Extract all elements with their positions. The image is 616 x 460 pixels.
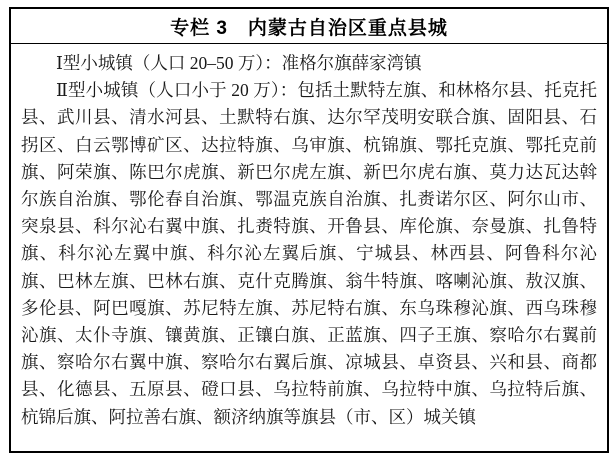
column-3-box <box>9 7 609 453</box>
paragraph-type1-towns: Ⅰ型小城镇（人口 20–50 万）：准格尔旗薛家湾镇 <box>56 53 422 73</box>
paragraph-type2-towns: Ⅱ型小城镇（人口小于 20 万）：包括土默特左旗、和林格尔县、托克托县、武川县、清水河县、土默特右旗、达尔罕茂明安联合旗、固阳县、石拐区、白云鄂博矿区、达拉特旗、乌审旗、杭锦旗、鄂托克旗、鄂托克前旗、阿荣旗、陈巴尔虎旗、新巴尔虎左旗、新巴尔虎右旗、莫力达瓦达斡尔族自治旗、鄂伦春自治旗、鄂温克族自治旗、扎赉诺尔区、阿尔山市、突泉县、科尔沁右翼中旗、扎赉特旗、开鲁县、库伦旗、奈曼旗、扎鲁特旗、科尔沁左翼中旗、科尔沁左翼后旗、宁城县、林西县、阿鲁科尔沁旗、巴林左旗、巴林右旗、克什克腾旗、翁牛特旗、喀喇沁旗、敖汉旗、多伦县、阿巴嘎旗、苏尼特左旗、苏尼特右旗、东乌珠穆沁旗、西乌珠穆沁旗、太仆寺旗、镶黄旗、正镶白旗、正蓝旗、四子王旗、察哈尔右翼前旗、察哈尔右翼中旗、察哈尔右翼后旗、凉城县、卓资县、兴和县、商都县、化德县、五原县、磴口县、乌拉特前旗、乌拉特中旗、乌拉特后旗、杭锦后旗、阿拉善右旗、额济纳旗等旗县（市、区）城关镇 <box>21 80 597 427</box>
box-title: 专栏 3 内蒙古自治区重点县城 <box>11 9 607 44</box>
box-body <box>11 44 607 431</box>
